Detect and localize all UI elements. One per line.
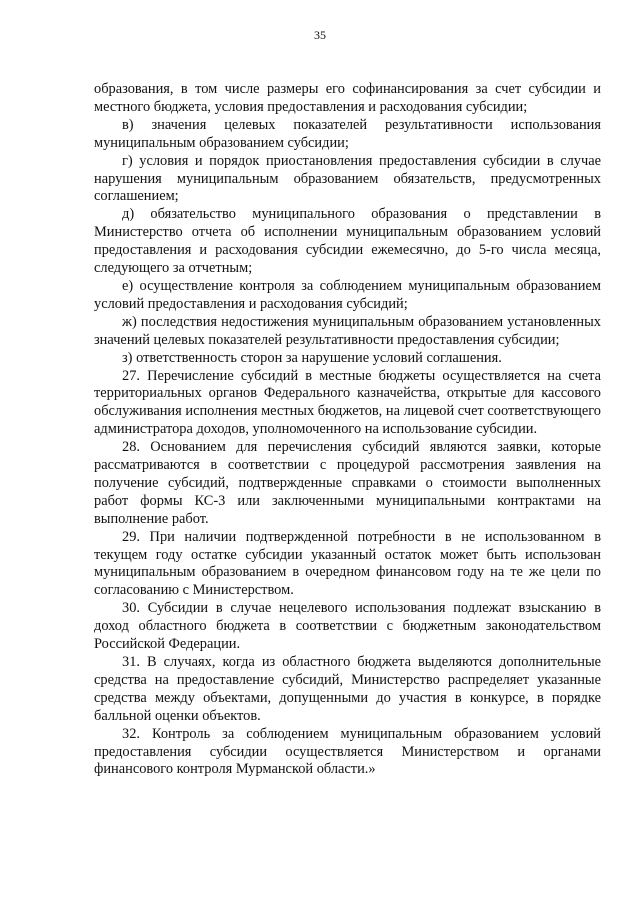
list-item-zh: ж) последствия недостижения муниципальным образованием установленных значений целевых показателей результативности предоставления субсидии;	[94, 313, 601, 348]
clause-30: 30. Субсидии в случае нецелевого использования подлежат взысканию в доход областного бюджета в соответствии с бюджетным законодательством Российской Федерации.	[94, 600, 601, 653]
clause-27: 27. Перечисление субсидий в местные бюджеты осуществляется на счета территориальных органов Федерального казначейства, открытые для кассового обслуживания исполнения местных бюджетов, на лицевой счет соответствующего администратора доходов, уполномоченного на использование субсидии.	[94, 367, 601, 438]
list-item-z: з) ответственность сторон за нарушение условий соглашения.	[122, 349, 502, 366]
clause-32: 32. Контроль за соблюдением муниципальным образованием условий предоставления субсидии осуществляется Министерством и органами финансового контроля Мурманской области.»	[94, 725, 601, 778]
list-item-g: г) условия и порядок приостановления предоставления субсидии в случае нарушения муниципальным образованием обязательств, предусмотренных соглашением;	[94, 152, 601, 205]
document-body	[94, 81, 601, 779]
clause-29: 29. При наличии подтвержденной потребности в не использованном в текущем году остатке субсидии указанный остаток может быть использован муниципальным образованием в очередном финансовом году на те же цели по согласованию с Министерством.	[94, 528, 601, 599]
list-item-d: д) обязательство муниципального образования о представлении в Министерство отчета об исполнении муниципальным образованием условий предоставления и расходования субсидии ежемесячно, до 5-го числа месяца, следующего за отчетным;	[94, 206, 601, 277]
clause-28: 28. Основанием для перечисления субсидий являются заявки, которые рассматриваются в соответствии с процедурой рассмотрения заявления на получение субсидий, подтвержденные справками о стоимости выполненных работ формы КС-3 или заключенными муниципальными контрактами на выполнение работ.	[94, 439, 601, 527]
list-item-e: е) осуществление контроля за соблюдением муниципальным образованием условий предоставления и расходования субсидий;	[94, 277, 601, 312]
clause-31: 31. В случаях, когда из областного бюджета выделяются дополнительные средства на предоставление субсидий, Министерство распределяет указанные средства между объектами, допущенными до участия в конкурсе, в порядке балльной оценки объектов.	[94, 654, 601, 724]
paragraph-continuation: образования, в том числе размеры его софинансирования за счет субсидии и местного бюджета, условия предоставления и расходования субсидии;	[94, 81, 601, 115]
list-item-v: в) значения целевых показателей результативности использования муниципальным образованием субсидии;	[94, 116, 601, 151]
page-number: 35	[314, 28, 326, 42]
